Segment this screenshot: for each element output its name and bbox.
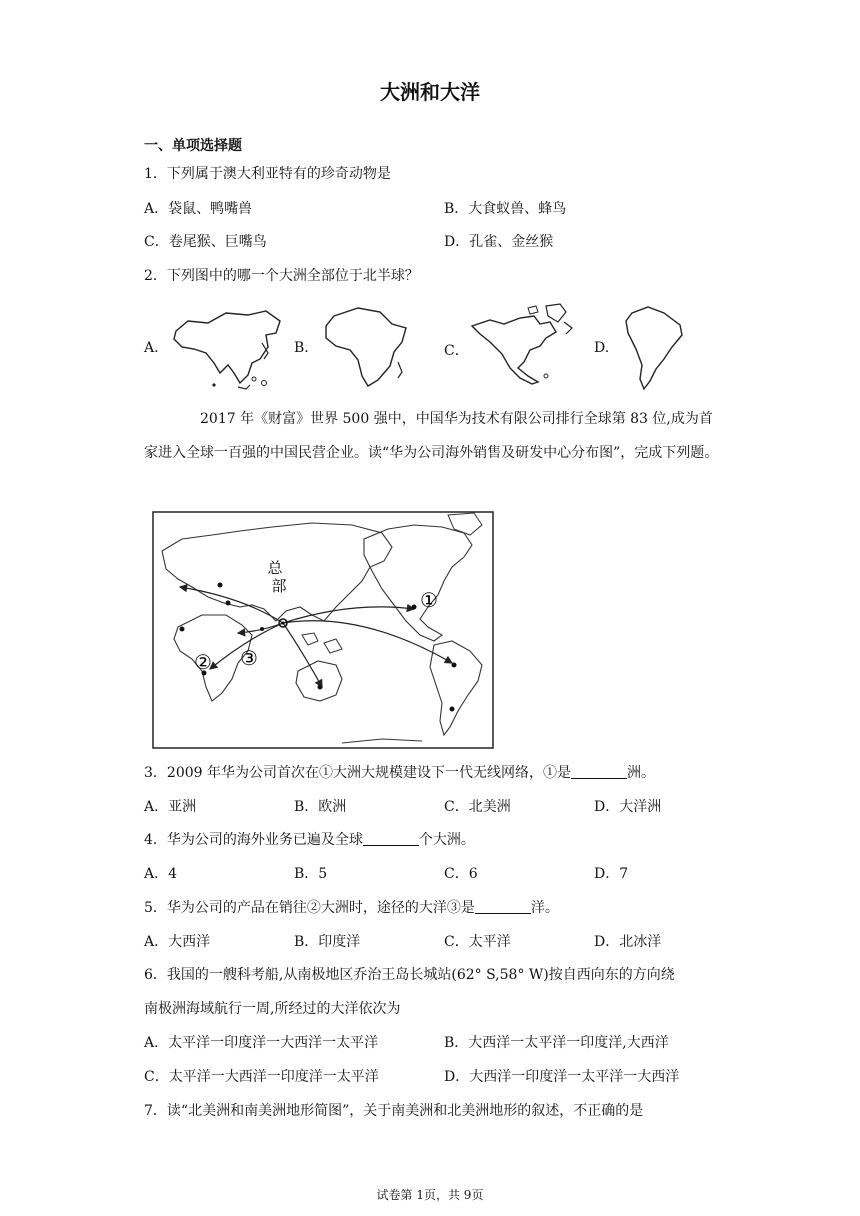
q2-option-a-label[interactable]: A. <box>144 340 159 356</box>
q5-option-a[interactable]: A．大西洋 <box>144 934 211 950</box>
q3-option-b[interactable]: B．欧洲 <box>294 799 347 815</box>
question-7-stem: 7．读“北美洲和南美洲地形简图”，关于南美洲和北美洲地形的叙述，不正确的是 <box>144 1103 644 1119</box>
q3-option-c[interactable]: C．北美洲 <box>444 799 511 815</box>
africa-outline-image <box>318 302 414 390</box>
question-5-stem: 5．华为公司的产品在销往②大洲时，途径的大洋③是 洋。 <box>144 900 559 916</box>
hq-label-bottom: 部 <box>271 577 287 595</box>
q1-option-d[interactable]: D．孔雀、金丝猴 <box>444 234 554 250</box>
q4-option-d[interactable]: D．7 <box>594 866 629 882</box>
q4-option-a[interactable]: A．4 <box>144 866 178 882</box>
asia-outline-image <box>168 303 286 393</box>
huawei-distribution-map <box>152 511 494 749</box>
question-3-stem: 3．2009 年华为公司首次在①大洲大规模建设下一代无线网络，①是 洲。 <box>144 765 655 781</box>
q6-option-d[interactable]: D．大西洋一印度洋一太平洋一大西洋 <box>444 1069 680 1085</box>
question-6-stem-line-1: 6．我国的一艘科考船,从南极地区乔治王岛长城站(62° S,58° W)按自西向东的方向绕 <box>144 967 675 983</box>
q6-option-b[interactable]: B．大西洋一太平洋一印度洋,大西洋 <box>444 1035 669 1051</box>
q3-option-d[interactable]: D．大洋洲 <box>594 799 662 815</box>
map-marker-2: ② <box>194 650 212 674</box>
q2-option-d-label[interactable]: D. <box>594 340 610 356</box>
page-title: 大洲和大洋 <box>380 80 480 104</box>
q5-option-c[interactable]: C．太平洋 <box>444 934 511 950</box>
q5-option-d[interactable]: D．北冰洋 <box>594 934 662 950</box>
q3-option-a[interactable]: A．亚洲 <box>144 799 197 815</box>
q2-option-c-label[interactable]: C． <box>444 343 469 359</box>
south-america-outline-image <box>618 303 690 395</box>
question-4-stem: 4．华为公司的海外业务已遍及全球 个大洲。 <box>144 832 475 848</box>
q3-answer-blank[interactable] <box>571 764 627 779</box>
q5-answer-blank[interactable] <box>475 899 531 914</box>
q4-answer-blank[interactable] <box>363 831 419 846</box>
question-2-stem: 2．下列图中的哪一个大洲全部位于北半球？ <box>144 268 419 284</box>
q1-option-a[interactable]: A．袋鼠、鸭嘴兽 <box>144 201 253 217</box>
q4-option-b[interactable]: B．5 <box>294 866 328 882</box>
map-marker-3: ③ <box>240 646 258 670</box>
q2-option-b-label[interactable]: B. <box>294 340 309 356</box>
q5-option-b[interactable]: B．印度洋 <box>294 934 361 950</box>
question-6-stem-line-2: 南极洲海域航行一周,所经过的大洋依次为 <box>144 1001 401 1017</box>
q6-option-c[interactable]: C．太平洋一大西洋一印度洋一太平洋 <box>144 1069 379 1085</box>
map-marker-1: ① <box>420 588 438 612</box>
q4-option-c[interactable]: C．6 <box>444 866 478 882</box>
q1-option-c[interactable]: C．卷尾猴、巨嘴鸟 <box>144 234 267 250</box>
q6-option-a[interactable]: A．太平洋一印度洋一大西洋一太平洋 <box>144 1035 379 1051</box>
page-footer: 试卷第 1页，共 9页 <box>376 1188 484 1202</box>
north-america-outline-image <box>468 302 590 394</box>
section-heading: 一、单项选择题 <box>144 138 242 154</box>
intro-paragraph: 2017 年《财富》世界 500 强中，中国华为技术有限公司排行全球第 83 位,成为首家进入全球一百强的中国民营企业。读“华为公司海外销售及研发中心分布图”，完成下列题。 <box>144 411 719 461</box>
hq-label-top: 总 <box>267 559 283 577</box>
q1-option-b[interactable]: B．大食蚁兽、蜂鸟 <box>444 201 567 217</box>
question-1-stem: 1．下列属于澳大利亚特有的珍奇动物是 <box>144 166 391 182</box>
